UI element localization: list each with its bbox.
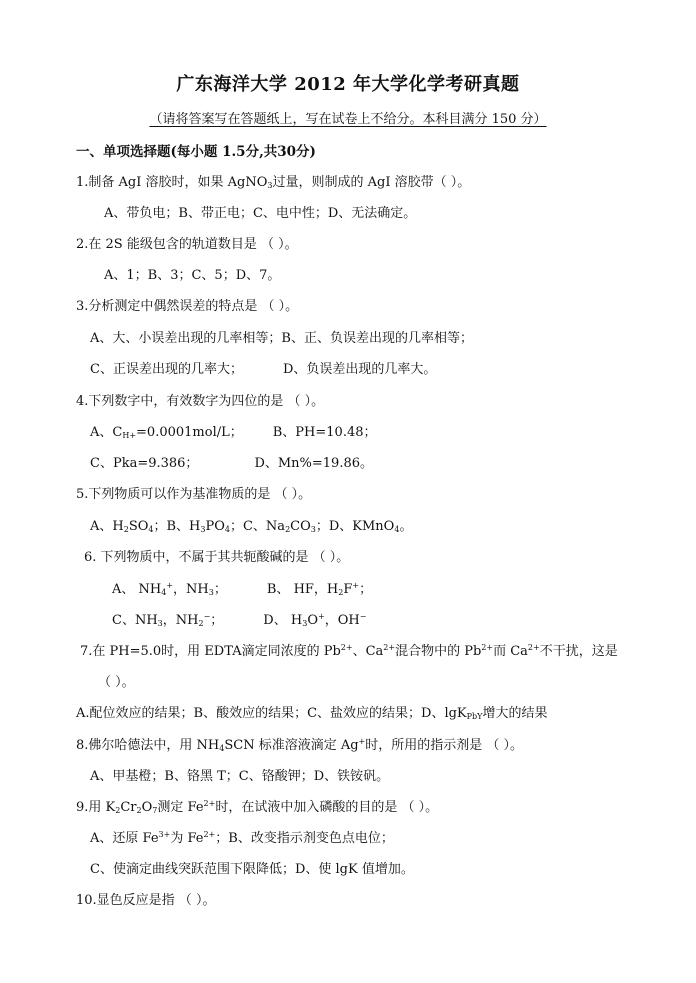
page-title: 广东海洋大学 2012 年大学化学考研真题 xyxy=(176,74,520,95)
question-9-stem: 9.用 $K_2Cr_2O_7$测定 $Fe^{2+}$时，在试液中加入磷酸的目的是 （ ）。 xyxy=(76,799,439,815)
question-1-stem: 1.制备 AgI 溶胶时，如果 AgNO$_3$过量，则制成的 AgI 溶胶带（ ）。 xyxy=(76,175,471,190)
question-7-stem: 7.在 PH=5.0时，用 EDTA滴定同浓度的 $Pb^{2+}$、$Ca^{2+}$混合物中的 $Pb^{2+}$而 $Ca^{2+}$不干扰，这是 xyxy=(80,643,618,659)
question-6-options-line1: A、 $NH_4^+$，$NH_3$； B、 HF，$H_2F^+$； xyxy=(112,581,373,597)
question-4-options-line1: A、$C_{H+}=0.0001mol/L$； B、PH=10.48； xyxy=(90,425,377,440)
question-7-options: A.配位效应的结果；B、酸效应的结果；C、盐效应的结果；D、lgK$_{PbY}$增大的结果 xyxy=(76,706,548,721)
question-5-options: A、$H_2SO_4$；B、$H_3PO_4$；C、$Na_2CO_3$；D、KMnO$_4$。 xyxy=(90,519,413,534)
subtitle-text: （请将答案写在答题纸上，写在试卷上不给分。本科目满分 150 分） xyxy=(149,112,547,127)
question-8-options: A、甲基橙；B、铬黑 T；C、铬酸钾；D、铁铵矾。 xyxy=(90,769,390,784)
question-7-stem-line2: （ ）。 xyxy=(98,675,135,690)
question-8-stem: 8.佛尔哈德法中，用 $NH_4SCN$ 标准溶液滴定 Ag+时，所用的指示剂是 （ ）。 xyxy=(76,737,524,753)
question-3-stem: 3.分析测定中偶然误差的特点是 （ ）。 xyxy=(76,299,299,314)
question-5-stem: 5.下列物质可以作为基准物质的是 （ ）。 xyxy=(76,487,312,502)
question-10-stem: 10.显色反应是指 （ ）。 xyxy=(76,893,216,908)
question-1-options: A、带负电；B、带正电；C、电中性；D、无法确定。 xyxy=(104,206,417,221)
question-6-options-line2: C、$NH_3$，$NH_2^-$； D、 $H_3O^+$，OH− xyxy=(112,612,367,628)
page-subtitle xyxy=(0,111,696,129)
question-9-options-line1: A、还原 $Fe^{3+}$为 $Fe^{2+}$；B、改变指示剂变色点电位； xyxy=(90,830,394,846)
question-9-options-line2: C、使滴定曲线突跃范围下限降低；D、使 lgK 值增加。 xyxy=(90,862,414,877)
question-3-options-line2: C、正误差出现的几率大； D、负误差出现的几率大。 xyxy=(90,362,437,377)
question-6-stem: 6. 下列物质中，不属于其共轭酸碱的是 （ ）。 xyxy=(84,550,350,565)
question-4-options-line2: C、Pka=9.386； D、Mn%=19.86。 xyxy=(90,456,374,471)
question-3-options-line1: A、大、小误差出现的几率相等；B、正、负误差出现的几率相等； xyxy=(90,331,473,346)
question-4-stem: 4.下列数字中，有效数字为四位的是 （ ）。 xyxy=(76,394,325,409)
question-2-stem: 2.在 2S 能级包含的轨道数目是 （ ）。 xyxy=(76,237,298,252)
section-heading: 一、单项选择题(每小题 1.5分,共30分) xyxy=(76,144,316,160)
question-2-options: A、1；B、3；C、5；D、7。 xyxy=(104,268,281,283)
